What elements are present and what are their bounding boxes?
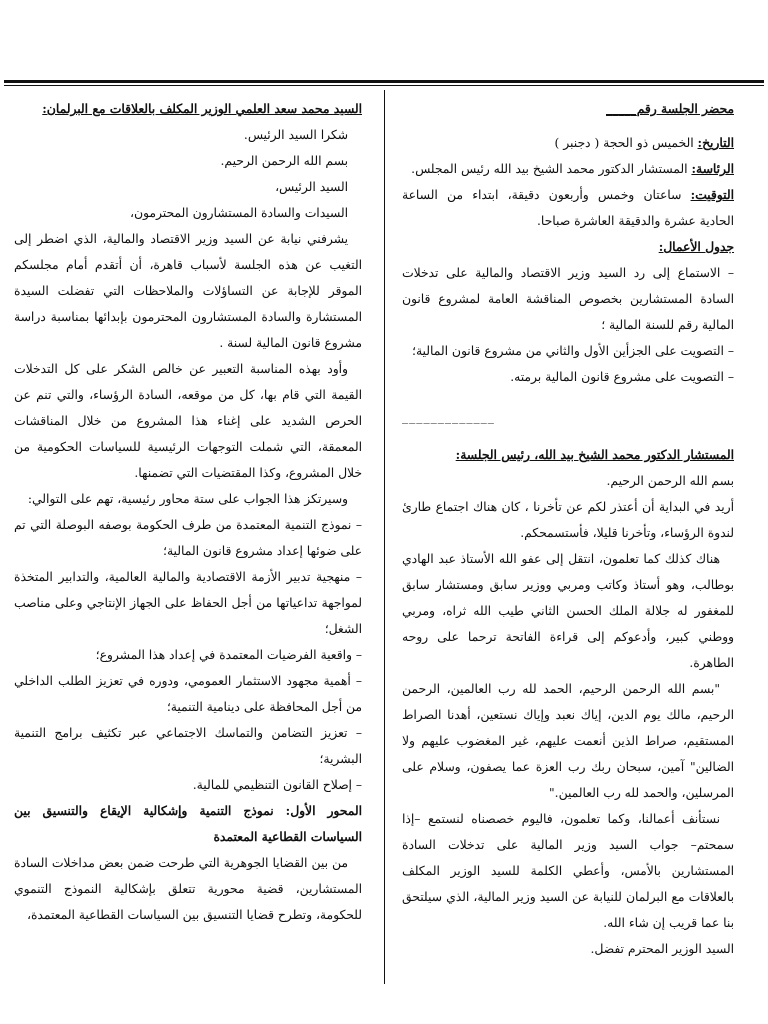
paragraph: السيد الوزير المحترم تفضل. [590,942,734,956]
session-title: محضر الجلسة رقم_____ [605,101,734,116]
agenda-item: – التصويت على الجزأين الأول والثاني من مشروع قانون المالية؛ [412,344,734,358]
list-item: – إصلاح القانون التنظيمي للمالية. [192,778,362,792]
paragraph: نستأنف أعمالنا، وكما تعلمون، فاليوم خصصناه لنستمع –إذا سمحتم– جواب السيد وزير المالية على تدخلات السادة المستشارين بالأمس، وأعطي الكلمة للسيد الوزير المكلف بالعلاقات مع البرلمان للنيابة عن السيد وزير المالية، الذي سيلتحق بنا عما قريب إن شاء الله. [402,812,734,930]
header-rule [4,80,764,83]
line: بسم الله الرحمن الرحيم. [220,154,348,168]
list-item: – منهجية تدبير الأزمة الاقتصادية والمالية العالمية، والتدابير المتخذة لمواجهة تداعياتها من أجل الحفاظ على الجهاز الإنتاجي وعلى مناصب الشغل؛ [14,570,362,636]
agenda-item: – الاستماع إلى رد السيد وزير الاقتصاد والمالية على تدخلات السادة المستشارين بخصوص المناقشة العامة لمشروع قانون المالية رقم للسنة المالية ؛ [402,266,734,332]
speaker-heading: المستشار الدكتور محمد الشيخ بيد الله، رئيس الجلسة: [455,447,734,462]
header-rule-thin [4,85,764,86]
date-line [402,130,734,156]
separator-dashes: _____________ [402,410,495,424]
paragraph: بسم الله الرحمن الرحيم. [606,474,734,488]
agenda-label: جدول الأعمال: [658,239,734,254]
agenda-item: – التصويت على مشروع قانون المالية برمته. [510,370,734,384]
date-label: التاريخ: [697,135,734,150]
list-item: – تعزيز التضامن والتماسك الاجتماعي عبر تكثيف برامج التنمية البشرية؛ [14,726,362,766]
paragraph: أريد في البداية أن أعتذر لكم عن تأخرنا ، كان هناك اجتماع طارئ لندوة الرؤساء، وتأخرنا قليلا، فأستسمحكم. [402,500,734,540]
axis-heading: المحور الأول: نموذج التنمية وإشكالية الإيقاع والتنسيق بين السياسات القطاعية المعتمدة [14,803,362,844]
column-divider [384,90,385,984]
presidency-value: المستشار الدكتور محمد الشيخ بيد الله رئيس المجلس. [411,162,692,176]
timing-label: التوقيت: [690,187,734,202]
date-value: الخميس ذو الحجة ( دجنبر ) [554,136,698,150]
speaker-heading: السيد محمد سعد العلمي الوزير المكلف بالعلاقات مع البرلمان: [42,101,362,116]
paragraph: من بين القضايا الجوهرية التي طرحت ضمن بعض مداخلات السادة المستشارين، قضية محورية تتعلق بإشكالية النموذج التنموي للحكومة، وتطرح قضايا التنسيق بين السياسات القطاعية المعتمدة، [14,856,362,922]
list-item: – أهمية مجهود الاستثمار العمومي، ودوره في تعزيز الطلب الداخلي من أجل المحافظة على دينامية التنمية؛ [14,674,362,714]
line: السيدات والسادة المستشارون المحترمون، [130,206,348,220]
paragraph: هناك كذلك كما تعلمون، انتقل إلى عفو الله الأستاذ عبد الهادي بوطالب، وهو أستاذ وكاتب ومربي ووزير سابق ومستشار سابق للمغفور له جلالة الملك الحسن الثاني طيب الله ثراه، ومربي ووطني كبير، وأدعوكم إلى قراءة الفاتحة ترحما على روحه الطاهرة. [402,552,734,670]
list-item: – واقعية الفرضيات المعتمدة في إعداد هذا المشروع؛ [95,648,362,662]
presidency-label: الرئاسة: [691,161,734,176]
paragraph: "بسم الله الرحمن الرحيم، الحمد لله رب العالمين، الرحمن الرحيم، مالك يوم الدين، إياك نعبد وإياك نستعين، أهدنا الصراط المستقيم، صراط الذين أنعمت عليهم، غير المغضوب عليهم ولا الضالين" آمين، سبحان ربك رب العزة عما يصفون، وسلام على المرسلين، والحمد لله رب العالمين." [402,682,734,800]
timing-value: ساعتان وخمس وأربعون دقيقة، ابتداء من الساعة الحادية عشرة والدقيقة العاشرة صباحا. [402,188,734,228]
right-column [402,96,734,962]
paragraph: وأود بهذه المناسبة التعبير عن خالص الشكر على كل التدخلات القيمة التي قام بها، كل من موقعه، السادة الرؤساء، والتي تنم عن الحرص الشديد على إغناء هذا المشروع من خلال المناقشات المعمقة، التي شملت التوجهات الرئيسية للسياسات الحكومية من خلال المشروع، وكذا المقتضيات التي تضمنها. [14,362,362,480]
paragraph: يشرفني نيابة عن السيد وزير الاقتصاد والمالية، الذي اضطر إلى التغيب عن هذه الجلسة لأسباب قاهرة، أن أتقدم أمام مجلسكم الموقر للإجابة عن التساؤلات والملاحظات التي تفضلت السيدة المستشارة والسادة المستشارون المحترمون بإبدائها بمناسبة دراسة مشروع قانون المالية لسنة . [14,232,362,350]
line: شكرا السيد الرئيس. [243,128,348,142]
line: السيد الرئيس، [275,180,348,194]
presidency-line [402,156,734,182]
timing-line [402,182,734,234]
list-item: – نموذج التنمية المعتمدة من طرف الحكومة بوصفه البوصلة التي تم على ضوئها إعداد مشروع قانون المالية؛ [14,518,362,558]
paragraph: وسيرتكز هذا الجواب على ستة محاور رئيسية، تهم على التوالي: [27,492,348,506]
left-column [14,96,362,928]
